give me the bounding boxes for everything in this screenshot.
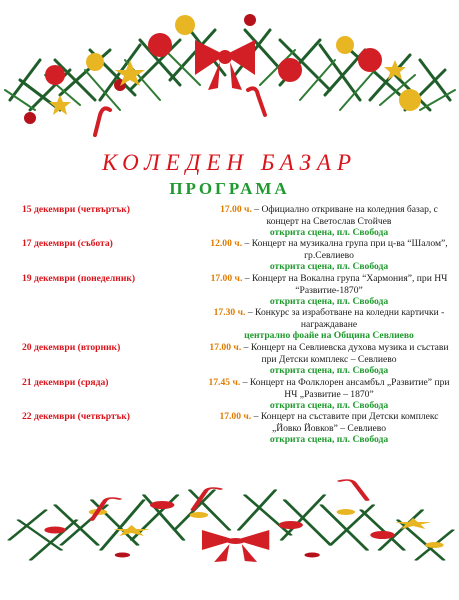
event-time: 17.00 ч. bbox=[219, 411, 252, 422]
event-description bbox=[205, 238, 453, 273]
event-description bbox=[205, 411, 453, 446]
event-description bbox=[205, 377, 453, 412]
event-time: 17.00 ч. bbox=[209, 342, 242, 353]
christmas-garland-bottom bbox=[0, 450, 459, 600]
event-time: 17.00 ч. bbox=[220, 204, 252, 215]
event-venue: открита сцена, пл. Свобода bbox=[269, 365, 389, 376]
page-title: КОЛЕДЕН БАЗАР bbox=[101, 150, 358, 175]
event-time: 17.45 ч. bbox=[208, 377, 241, 388]
event-time: 17.00 ч. bbox=[210, 273, 243, 284]
event-date: 22 декември (четвъртък) bbox=[22, 411, 130, 422]
event-time: 12.00 ч. bbox=[210, 238, 243, 249]
event-description bbox=[205, 342, 453, 377]
event-text: – Конкурс за изработване на коледни картички - награждаване bbox=[247, 307, 445, 330]
event-description bbox=[205, 273, 453, 308]
event-venue: открита сцена, пл. Свобода bbox=[269, 434, 389, 445]
program-heading: ПРОГРАМА bbox=[169, 179, 290, 198]
event-date: 19 декември (понеделник) bbox=[22, 273, 136, 284]
event-date: 15 декември (четвъртък) bbox=[22, 204, 130, 215]
event-venue: открита сцена, пл. Свобода bbox=[269, 296, 389, 307]
event-text: – Концерт на Фолклорен ансамбъл „Развитие” при НЧ „Развитие – 1870” bbox=[242, 377, 450, 400]
event-description bbox=[205, 204, 453, 239]
event-date: 21 декември (сряда) bbox=[22, 377, 109, 388]
event-venue: централно фоайе на Община Севлиево bbox=[244, 330, 414, 341]
event-text: – Концерт на Севлиевска духова музика и състави при Детски комплекс – Севлиево bbox=[243, 342, 449, 365]
event-text: – Концерт на музикална група при ц-ва “Шалом”, гр.Севлиево bbox=[244, 238, 448, 261]
event-date: 17 декември (събота) bbox=[22, 238, 113, 249]
event-time: 17.30 ч. bbox=[213, 307, 246, 318]
christmas-garland-top bbox=[0, 0, 459, 150]
event-date: 20 декември (вторник) bbox=[22, 342, 121, 353]
event-venue: открита сцена, пл. Свобода bbox=[269, 400, 389, 411]
event-text: – Концерт на Вокална група “Хармония”, при НЧ “Развитие-1870” bbox=[244, 273, 448, 296]
event-venue: открита сцена, пл. Свобода bbox=[269, 261, 389, 272]
event-description bbox=[205, 307, 453, 342]
event-venue: открита сцена, пл. Свобода bbox=[269, 227, 389, 238]
event-text: – Концерт на съставите при Детски комплекс „Йовко Йовков” – Севлиево bbox=[253, 411, 439, 434]
event-text: – Официално откриване на коледния базар, с концерт на Светослав Стойчев bbox=[254, 204, 438, 227]
